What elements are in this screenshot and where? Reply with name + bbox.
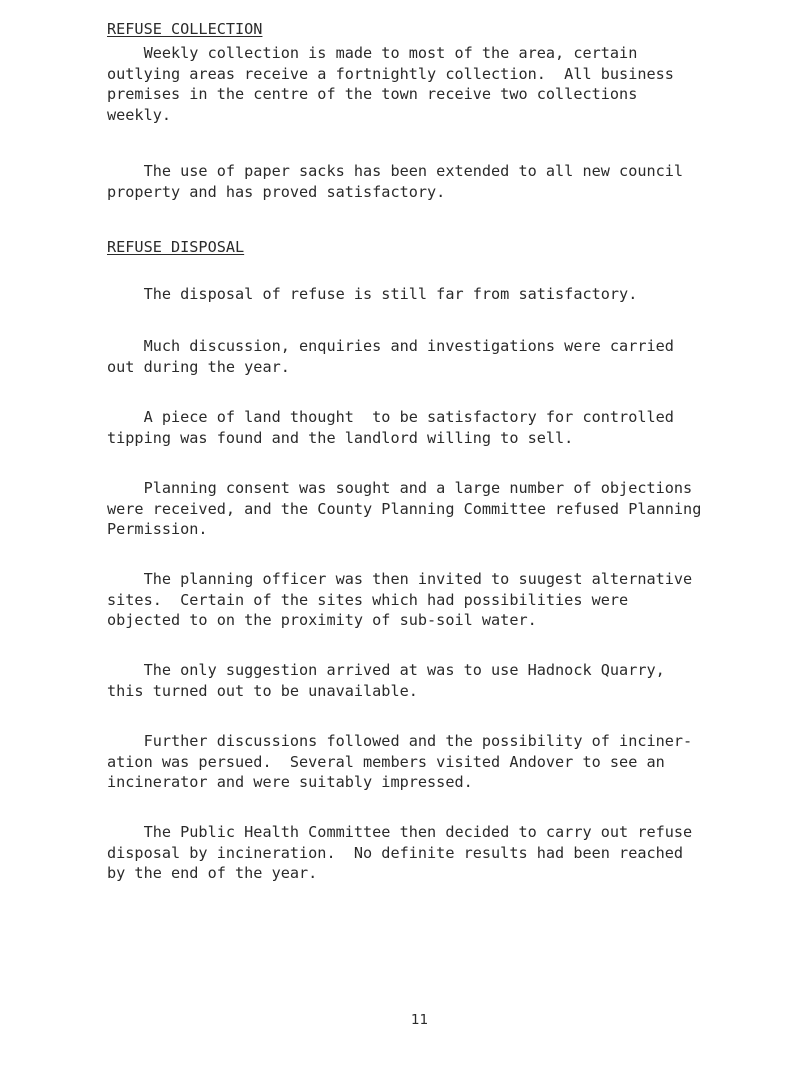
text-line: incinerator and were suitably impressed. xyxy=(107,773,473,791)
text-line: The Public Health Committee then decided to carry out refuse xyxy=(107,823,693,841)
text-line: The disposal of refuse is still far from satisfactory. xyxy=(107,285,638,303)
collection-paragraph xyxy=(107,43,787,125)
quarry-paragraph xyxy=(107,660,787,701)
text-line: premises in the centre of the town receive two collections xyxy=(107,85,638,103)
incineration-paragraph xyxy=(107,731,787,793)
text-line: tipping was found and the landlord willing to sell. xyxy=(107,428,574,447)
text-line: The use of paper sacks has been extended to all new council xyxy=(107,162,684,180)
text-line: objected to on the proximity of sub-soil water. xyxy=(107,611,537,629)
text-line: Weekly collection is made to most of the area, certain xyxy=(107,44,638,62)
text-line: Planning consent was sought and a large number of objections xyxy=(107,479,693,497)
text-line: The only suggestion arrived at was to use Hadnock Quarry, xyxy=(107,661,665,679)
text-line: disposal by incineration. No definite results had been reached xyxy=(107,843,684,862)
committee-decision-paragraph xyxy=(107,822,787,884)
text-line: sites. Certain of the sites which had possibilities were xyxy=(107,590,629,609)
text-line: weekly. xyxy=(107,105,172,124)
text-line: were received, and the County Planning Committee refused Planning xyxy=(107,499,702,518)
refuse-collection-heading: REFUSE COLLECTION xyxy=(107,20,263,38)
text-line: ation was persued. Several members visited Andover to see an xyxy=(107,752,665,771)
text-line: The planning officer was then invited to suugest alternative xyxy=(107,570,693,588)
text-line: outlying areas receive a fortnightly collection. All business xyxy=(107,64,674,83)
text-line: out during the year. xyxy=(107,357,290,376)
text-line: Much discussion, enquiries and investigations were carried xyxy=(107,337,674,355)
text-line: property and has proved satisfactory. xyxy=(107,182,446,201)
paper-sacks-paragraph xyxy=(107,161,787,202)
alternative-sites-paragraph xyxy=(107,569,787,631)
disposal-status-paragraph xyxy=(107,284,787,305)
text-line: Permission. xyxy=(107,520,208,538)
text-line: Further discussions followed and the possibility of inciner- xyxy=(107,732,693,750)
planning-consent-paragraph xyxy=(107,478,787,540)
text-line: by the end of the year. xyxy=(107,864,318,882)
refuse-disposal-heading: REFUSE DISPOSAL xyxy=(107,238,245,256)
discussion-paragraph xyxy=(107,336,787,377)
text-line: A piece of land thought to be satisfactory for controlled xyxy=(107,408,674,426)
land-paragraph xyxy=(107,407,787,448)
text-line: this turned out to be unavailable. xyxy=(107,681,418,700)
page-number: 11 xyxy=(411,1012,429,1028)
